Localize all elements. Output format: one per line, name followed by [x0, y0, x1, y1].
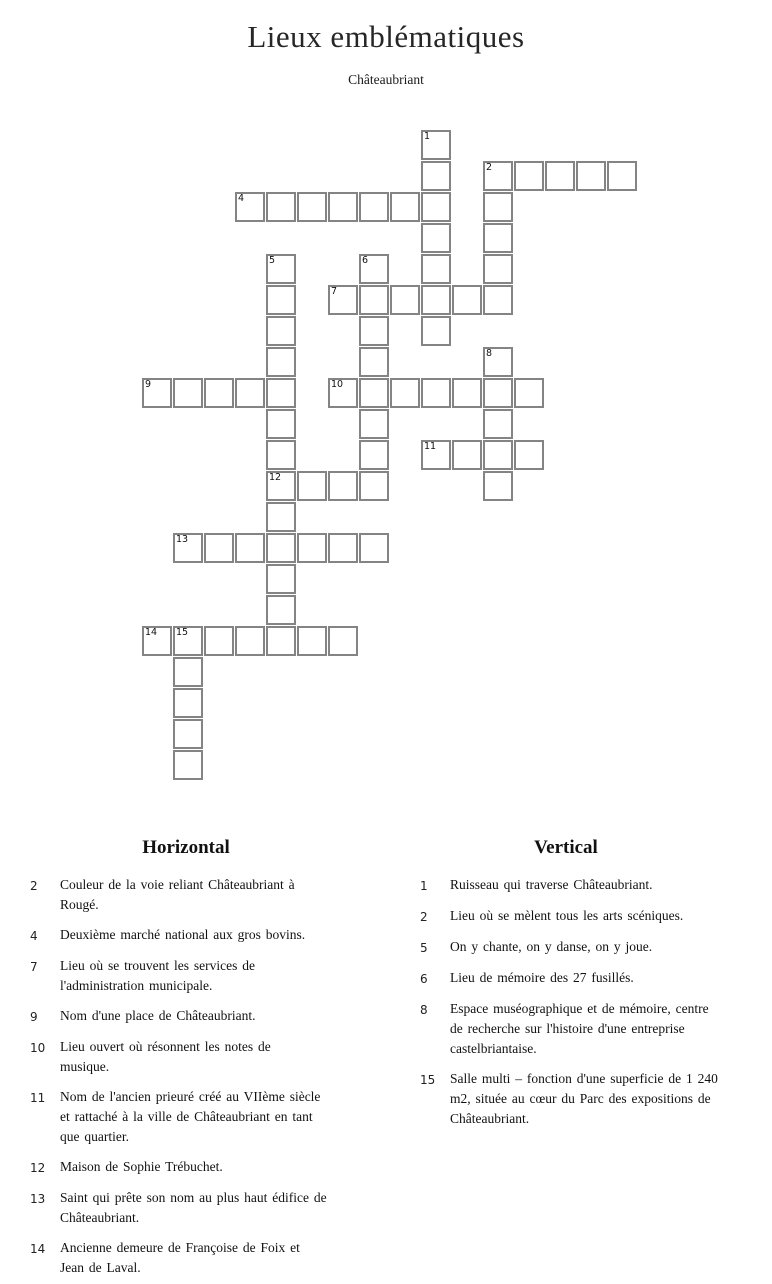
grid-cell-r16-c1	[173, 626, 203, 656]
grid-cell-r10-c4	[266, 440, 296, 470]
grid-cell-r8-c2	[204, 378, 234, 408]
cell-number-14: 14	[145, 627, 158, 638]
clue-text	[60, 1037, 271, 1077]
grid-cell-r8-c10	[452, 378, 482, 408]
clue-number: 4	[30, 929, 38, 943]
cell-number-9: 9	[145, 379, 152, 390]
clue-line: castelbriantaise.	[450, 1041, 537, 1056]
vertical-clue-2	[420, 906, 712, 927]
clue-number: 6	[420, 972, 428, 986]
grid-cell-r9-c4	[266, 409, 296, 439]
grid-cell-r8-c11	[483, 378, 513, 408]
grid-cell-r4-c11	[483, 254, 513, 284]
clue-number: 1	[420, 879, 428, 893]
grid-cell-r4-c9	[421, 254, 451, 284]
clue-number: 5	[420, 941, 428, 955]
vertical-clue-6	[420, 968, 712, 989]
vertical-clue-15	[420, 1069, 718, 1129]
clue-text	[450, 875, 652, 896]
grid-cell-r19-c1	[173, 719, 203, 749]
grid-cell-r9-c7	[359, 409, 389, 439]
clue-line: Châteaubriant.	[60, 1210, 140, 1225]
grid-cell-r1-c13	[545, 161, 575, 191]
vertical-clue-8	[420, 999, 712, 1059]
grid-cell-r10-c9	[421, 440, 451, 470]
grid-cell-r5-c10	[452, 285, 482, 315]
clue-text	[450, 968, 634, 989]
horizontal-heading: Horizontal	[142, 837, 230, 858]
clue-line: Ruisseau qui traverse Châteaubriant.	[450, 877, 653, 892]
clue-number: 2	[30, 879, 38, 893]
grid-cell-r15-c4	[266, 595, 296, 625]
grid-cell-r2-c7	[359, 192, 389, 222]
grid-cell-r4-c4	[266, 254, 296, 284]
grid-cell-r17-c1	[173, 657, 203, 687]
cell-number-1: 1	[424, 131, 431, 142]
clue-line: Saint qui prête son nom au plus haut édifice de	[60, 1190, 327, 1205]
clue-line: Espace muséographique et de mémoire, centre	[450, 1001, 709, 1016]
page-title: Lieux emblématiques	[247, 19, 525, 54]
grid-cell-r5-c6	[328, 285, 358, 315]
clue-line: Lieu où se mèlent tous les arts scéniques.	[450, 908, 684, 923]
grid-cell-r11-c7	[359, 471, 389, 501]
clue-text	[60, 1238, 300, 1278]
grid-cell-r2-c6	[328, 192, 358, 222]
grid-cell-r20-c1	[173, 750, 203, 780]
clue-line: On y chante, on y danse, on y joue.	[450, 939, 653, 954]
grid-cell-r3-c9	[421, 223, 451, 253]
clue-number: 9	[30, 1010, 38, 1024]
grid-cell-r2-c3	[235, 192, 265, 222]
grid-cell-r2-c8	[390, 192, 420, 222]
grid-cell-r6-c9	[421, 316, 451, 346]
vertical-clue-list	[420, 875, 718, 1129]
clue-text	[60, 1157, 223, 1178]
clue-number: 13	[30, 1192, 46, 1206]
grid-cell-r1-c9	[421, 161, 451, 191]
grid-cell-r5-c7	[359, 285, 389, 315]
clue-line: Lieu de mémoire des 27 fusillés.	[450, 970, 634, 985]
grid-cell-r8-c1	[173, 378, 203, 408]
grid-cell-r2-c9	[421, 192, 451, 222]
grid-cell-r8-c0	[142, 378, 172, 408]
clue-number: 14	[30, 1242, 46, 1256]
clue-line: Couleur de la voie reliant Châteaubriant à	[60, 877, 295, 892]
cell-number-2: 2	[486, 162, 493, 173]
grid-cell-r16-c5	[297, 626, 327, 656]
clue-line: Lieu ouvert où résonnent les notes de	[60, 1039, 271, 1054]
clue-line: Maison de Sophie Trébuchet.	[60, 1159, 223, 1174]
grid-cell-r11-c11	[483, 471, 513, 501]
grid-cell-r8-c8	[390, 378, 420, 408]
grid-cell-r4-c7	[359, 254, 389, 284]
horizontal-clue-7	[30, 956, 342, 996]
grid-cell-r5-c8	[390, 285, 420, 315]
grid-cell-r13-c1	[173, 533, 203, 563]
grid-cell-r8-c7	[359, 378, 389, 408]
clue-number: 7	[30, 960, 38, 974]
grid-cell-r6-c4	[266, 316, 296, 346]
clue-text	[450, 999, 709, 1059]
clue-line: Salle multi – fonction d'une superficie de 1 240	[450, 1071, 718, 1086]
grid-cell-r13-c3	[235, 533, 265, 563]
clue-text	[450, 937, 652, 958]
horizontal-clue-11	[30, 1087, 342, 1147]
grid-cell-r2-c4	[266, 192, 296, 222]
grid-cell-r18-c1	[173, 688, 203, 718]
grid-cell-r5-c9	[421, 285, 451, 315]
clue-line: Jean de Laval.	[60, 1260, 141, 1275]
clue-text	[60, 1188, 327, 1228]
horizontal-clue-14	[30, 1238, 342, 1278]
grid-cell-r1-c11	[483, 161, 513, 191]
clue-line: Nom de l'ancien prieuré créé au VIIème siècle	[60, 1089, 321, 1104]
grid-cell-r1-c15	[607, 161, 637, 191]
vertical-heading: Vertical	[534, 837, 598, 858]
cell-number-12: 12	[269, 472, 282, 483]
grid-cell-r10-c7	[359, 440, 389, 470]
grid-cell-r10-c10	[452, 440, 482, 470]
horizontal-clue-13	[30, 1188, 342, 1228]
clue-text	[60, 925, 305, 946]
grid-cell-r13-c5	[297, 533, 327, 563]
grid-cell-r11-c4	[266, 471, 296, 501]
grid-cell-r6-c7	[359, 316, 389, 346]
grid-cell-r11-c6	[328, 471, 358, 501]
horizontal-clue-list	[30, 875, 342, 1278]
vertical-clue-5	[420, 937, 712, 958]
clue-line: musique.	[60, 1059, 110, 1074]
horizontal-clue-12	[30, 1157, 342, 1178]
clue-text	[450, 1069, 718, 1129]
grid-cell-r1-c12	[514, 161, 544, 191]
horizontal-clue-10	[30, 1037, 342, 1077]
clue-line: m2, située au cœur du Parc des expositions de	[450, 1091, 711, 1106]
clue-number: 2	[420, 910, 428, 924]
grid-cell-r2-c11	[483, 192, 513, 222]
grid-cell-r8-c9	[421, 378, 451, 408]
horizontal-clue-2	[30, 875, 342, 915]
grid-cell-r16-c6	[328, 626, 358, 656]
grid-cell-r8-c3	[235, 378, 265, 408]
grid-cell-r13-c6	[328, 533, 358, 563]
grid-cell-r7-c7	[359, 347, 389, 377]
horizontal-clue-4	[30, 925, 342, 946]
page-subtitle: Châteaubriant	[348, 72, 424, 87]
cell-number-10: 10	[331, 379, 344, 390]
horizontal-clues-section	[30, 836, 342, 1284]
grid-cell-r2-c5	[297, 192, 327, 222]
clue-line: Deuxième marché national aux gros bovins.	[60, 927, 306, 942]
grid-cell-r7-c4	[266, 347, 296, 377]
clue-text	[60, 1087, 320, 1147]
grid-cell-r8-c4	[266, 378, 296, 408]
grid-cell-r16-c0	[142, 626, 172, 656]
grid-cell-r16-c3	[235, 626, 265, 656]
grid-cell-r10-c12	[514, 440, 544, 470]
grid-cell-r10-c11	[483, 440, 513, 470]
grid-cell-r8-c12	[514, 378, 544, 408]
cell-number-8: 8	[486, 348, 493, 359]
clue-number: 15	[420, 1073, 436, 1087]
cell-number-11: 11	[424, 441, 437, 452]
horizontal-clue-9	[30, 1006, 342, 1027]
clue-number: 10	[30, 1041, 46, 1055]
clue-text	[60, 956, 255, 996]
clue-line: Nom d'une place de Châteaubriant.	[60, 1008, 256, 1023]
grid-cell-r1-c14	[576, 161, 606, 191]
clue-line: et rattaché à la ville de Châteaubriant en tant	[60, 1109, 313, 1124]
grid-cell-r16-c2	[204, 626, 234, 656]
grid-cell-r9-c11	[483, 409, 513, 439]
clue-line: Châteaubriant.	[450, 1111, 530, 1126]
cell-number-6: 6	[362, 255, 369, 266]
vertical-clue-1	[420, 875, 712, 896]
cell-number-4: 4	[238, 193, 245, 204]
clue-number: 11	[30, 1091, 46, 1105]
clue-text	[60, 1006, 256, 1027]
clue-text	[450, 906, 683, 927]
clue-line: Ancienne demeure de Françoise de Foix et	[60, 1240, 300, 1255]
grid-cell-r13-c4	[266, 533, 296, 563]
grid-cell-r12-c4	[266, 502, 296, 532]
clue-number: 8	[420, 1003, 428, 1017]
cell-number-5: 5	[269, 255, 276, 266]
grid-cell-r13-c7	[359, 533, 389, 563]
grid-cell-r16-c4	[266, 626, 296, 656]
clue-number: 12	[30, 1161, 46, 1175]
grid-cell-r14-c4	[266, 564, 296, 594]
grid-cell-r0-c9	[421, 130, 451, 160]
clue-line: que quartier.	[60, 1129, 129, 1144]
clue-line: de recherche sur l'histoire d'une entreprise	[450, 1021, 685, 1036]
grid-cell-r8-c6	[328, 378, 358, 408]
grid-cell-r13-c2	[204, 533, 234, 563]
grid-cell-r7-c11	[483, 347, 513, 377]
clue-text	[60, 875, 295, 915]
grid-cell-r5-c11	[483, 285, 513, 315]
grid-cell-r5-c4	[266, 285, 296, 315]
grid-cell-r3-c11	[483, 223, 513, 253]
clue-line: Lieu où se trouvent les services de	[60, 958, 255, 973]
clue-line: Rougé.	[60, 897, 99, 912]
clue-line: l'administration municipale.	[60, 978, 213, 993]
grid-cell-r11-c5	[297, 471, 327, 501]
cell-number-13: 13	[176, 534, 189, 545]
vertical-clues-section	[420, 836, 718, 1139]
cell-number-15: 15	[176, 627, 189, 638]
cell-number-7: 7	[331, 286, 338, 297]
